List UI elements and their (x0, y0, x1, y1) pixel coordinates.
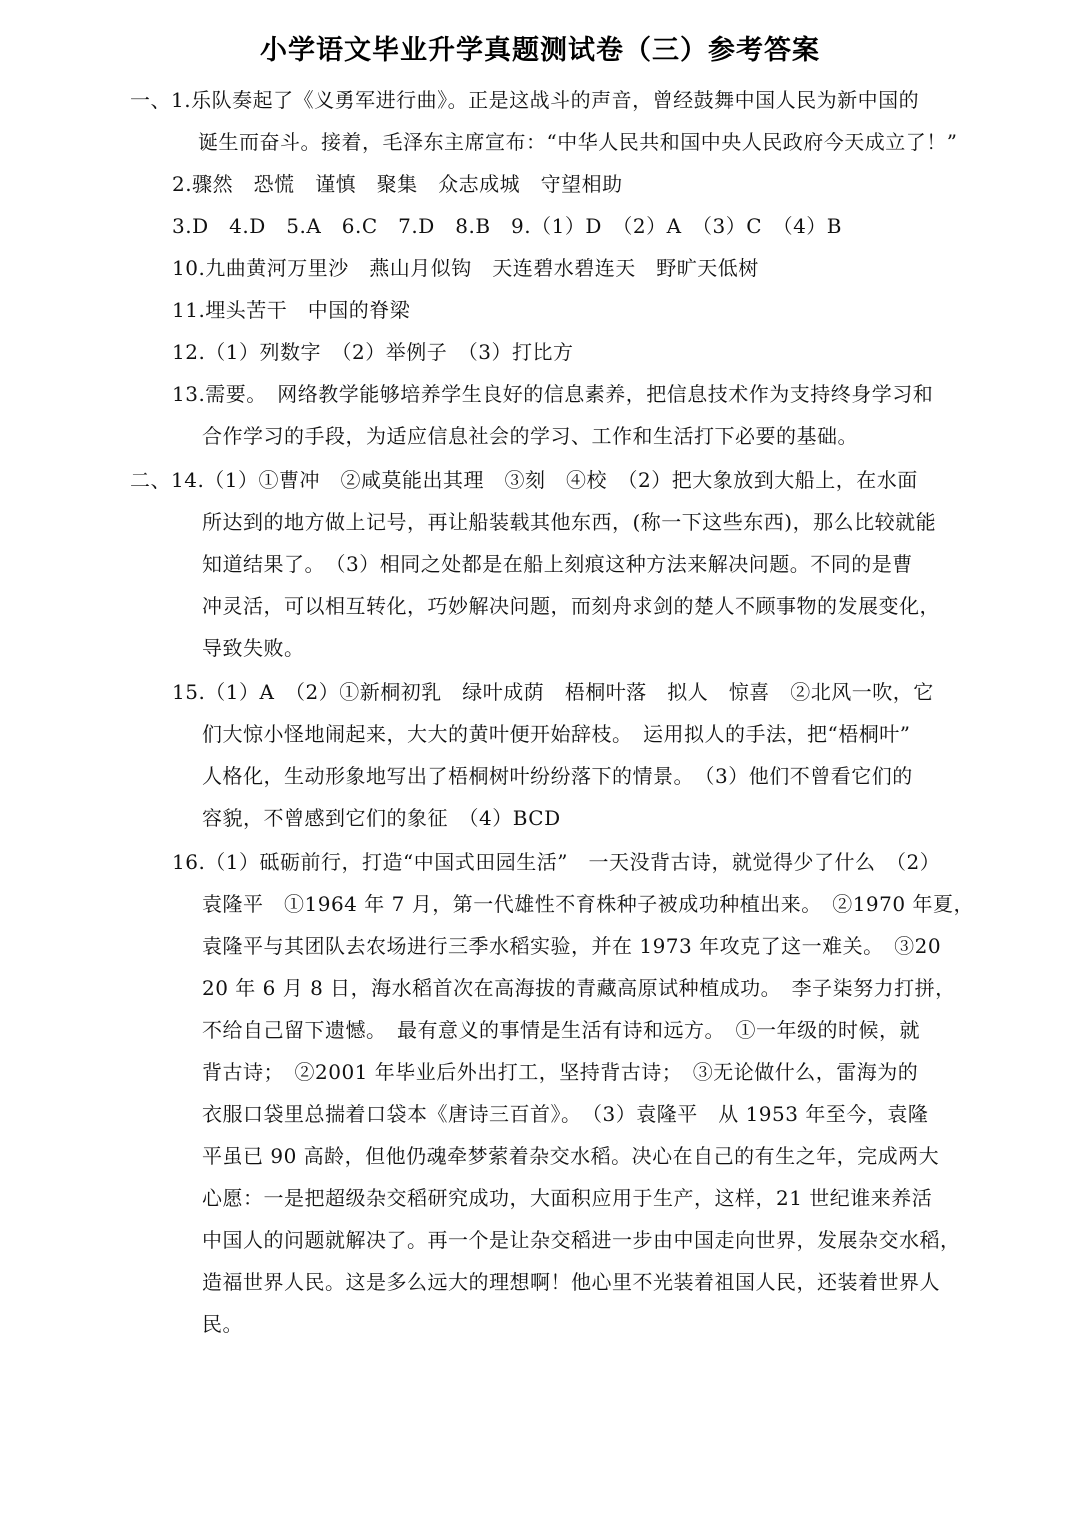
answer-line-16-cont-4: 不给自己留下遗憾。 最有意义的事情是生活有诗和远方。 ①一年级的时候，就 (202, 1018, 920, 1042)
answer-line-16-cont-1: 袁隆平 ①1964 年 7 月，第一代雄性不育株种子被成功种植出来。 ②1970 年夏， (202, 892, 974, 916)
answer-line-11: 11.埋头苦干 中国的脊梁 (172, 298, 411, 322)
answer-line-12: 12.（1）列数字 （2）举例子 （3）打比方 (172, 340, 574, 364)
answer-line-1: 一、1.乐队奏起了《义勇军进行曲》。正是这战斗的声音，曾经鼓舞中国人民为新中国的 (130, 88, 920, 112)
answer-line-16-cont-10: 造福世界人民。这是多么远大的理想啊！他心里不光装着祖国人民，还装着世界人 (202, 1270, 940, 1294)
answer-line-14-cont-4: 导致失败。 (202, 636, 305, 660)
answer-line-16-cont-6: 衣服口袋里总揣着口袋本《唐诗三百首》。 （3）袁隆平 从 1953 年至今，袁隆 (202, 1102, 929, 1126)
answer-line-2: 2.骤然 恐慌 谨慎 聚集 众志成城 守望相助 (172, 172, 623, 196)
document-title: 小学语文毕业升学真题测试卷（三）参考答案 (260, 35, 820, 66)
answer-line-15-cont-3: 容貌，不曾感到它们的象征 （4）BCD (202, 806, 561, 830)
answer-line-16-cont-9: 中国人的问题就解决了。再一个是让杂交稻进一步由中国走向世界，发展杂交水稻， (202, 1228, 961, 1252)
answer-line-16-cont-11: 民。 (202, 1312, 243, 1336)
answer-line-3-9: 3.D 4.D 5.A 6.C 7.D 8.B 9.（1）D （2）A （3）C （4）B (172, 214, 842, 238)
answer-line-13: 13.需要。 网络教学能够培养学生良好的信息素养，把信息技术作为支持终身学习和 (172, 382, 934, 406)
answer-line-15: 15.（1）A （2）①新桐初乳 绿叶成荫 梧桐叶落 拟人 惊喜 ②北风一吹，它 (172, 680, 934, 704)
answer-line-16-cont-2: 袁隆平与其团队去农场进行三季水稻实验，并在 1973 年攻克了这一难关。 ③20 (202, 934, 942, 958)
answer-line-14-cont-3: 冲灵活，可以相互转化，巧妙解决问题，而刻舟求剑的楚人不顾事物的发展变化， (202, 594, 940, 618)
answer-line-13-cont: 合作学习的手段，为适应信息社会的学习、工作和生活打下必要的基础。 (202, 424, 858, 448)
answer-line-16-cont-7: 平虽已 90 高龄，但他仍魂牵梦萦着杂交水稻。决心在自己的有生之年，完成两大 (202, 1144, 940, 1168)
answer-line-14-cont-2: 知道结果了。 （3）相同之处都是在船上刻痕这种方法来解决问题。不同的是曹 (202, 552, 913, 576)
answer-line-16: 16.（1）砥砺前行，打造“中国式田园生活” 一天没背古诗，就觉得少了什么 （2） (172, 850, 941, 874)
answer-line-14: 二、14.（1）①曹冲 ②咸莫能出其理 ③刻 ④校 （2）把大象放到大船上，在水面 (130, 468, 918, 492)
answer-line-1-cont: 诞生而奋斗。接着，毛泽东主席宣布：“中华人民共和国中央人民政府今天成立了！” (198, 130, 958, 154)
answer-line-10: 10.九曲黄河万里沙 燕山月似钩 天连碧水碧连天 野旷天低树 (172, 256, 759, 280)
answer-line-14-cont-1: 所达到的地方做上记号，再让船装载其他东西，(称一下这些东西)，那么比较就能 (202, 510, 937, 534)
answer-line-15-cont-1: 们大惊小怪地闹起来，大大的黄叶便开始辞枝。 运用拟人的手法，把“梧桐叶” (202, 722, 911, 746)
answer-line-16-cont-8: 心愿：一是把超级杂交稻研究成功，大面积应用于生产，这样，21 世纪谁来养活 (202, 1186, 933, 1210)
answer-line-16-cont-3: 20 年 6 月 8 日，海水稻首次在高海拔的青藏高原试种植成功。 李子柒努力打拼， (202, 976, 956, 1000)
answer-line-15-cont-2: 人格化，生动形象地写出了梧桐树叶纷纷落下的情景。 （3）他们不曾看它们的 (202, 764, 913, 788)
answer-line-16-cont-5: 背古诗； ②2001 年毕业后外出打工，坚持背古诗； ③无论做什么，雷海为的 (202, 1060, 919, 1084)
